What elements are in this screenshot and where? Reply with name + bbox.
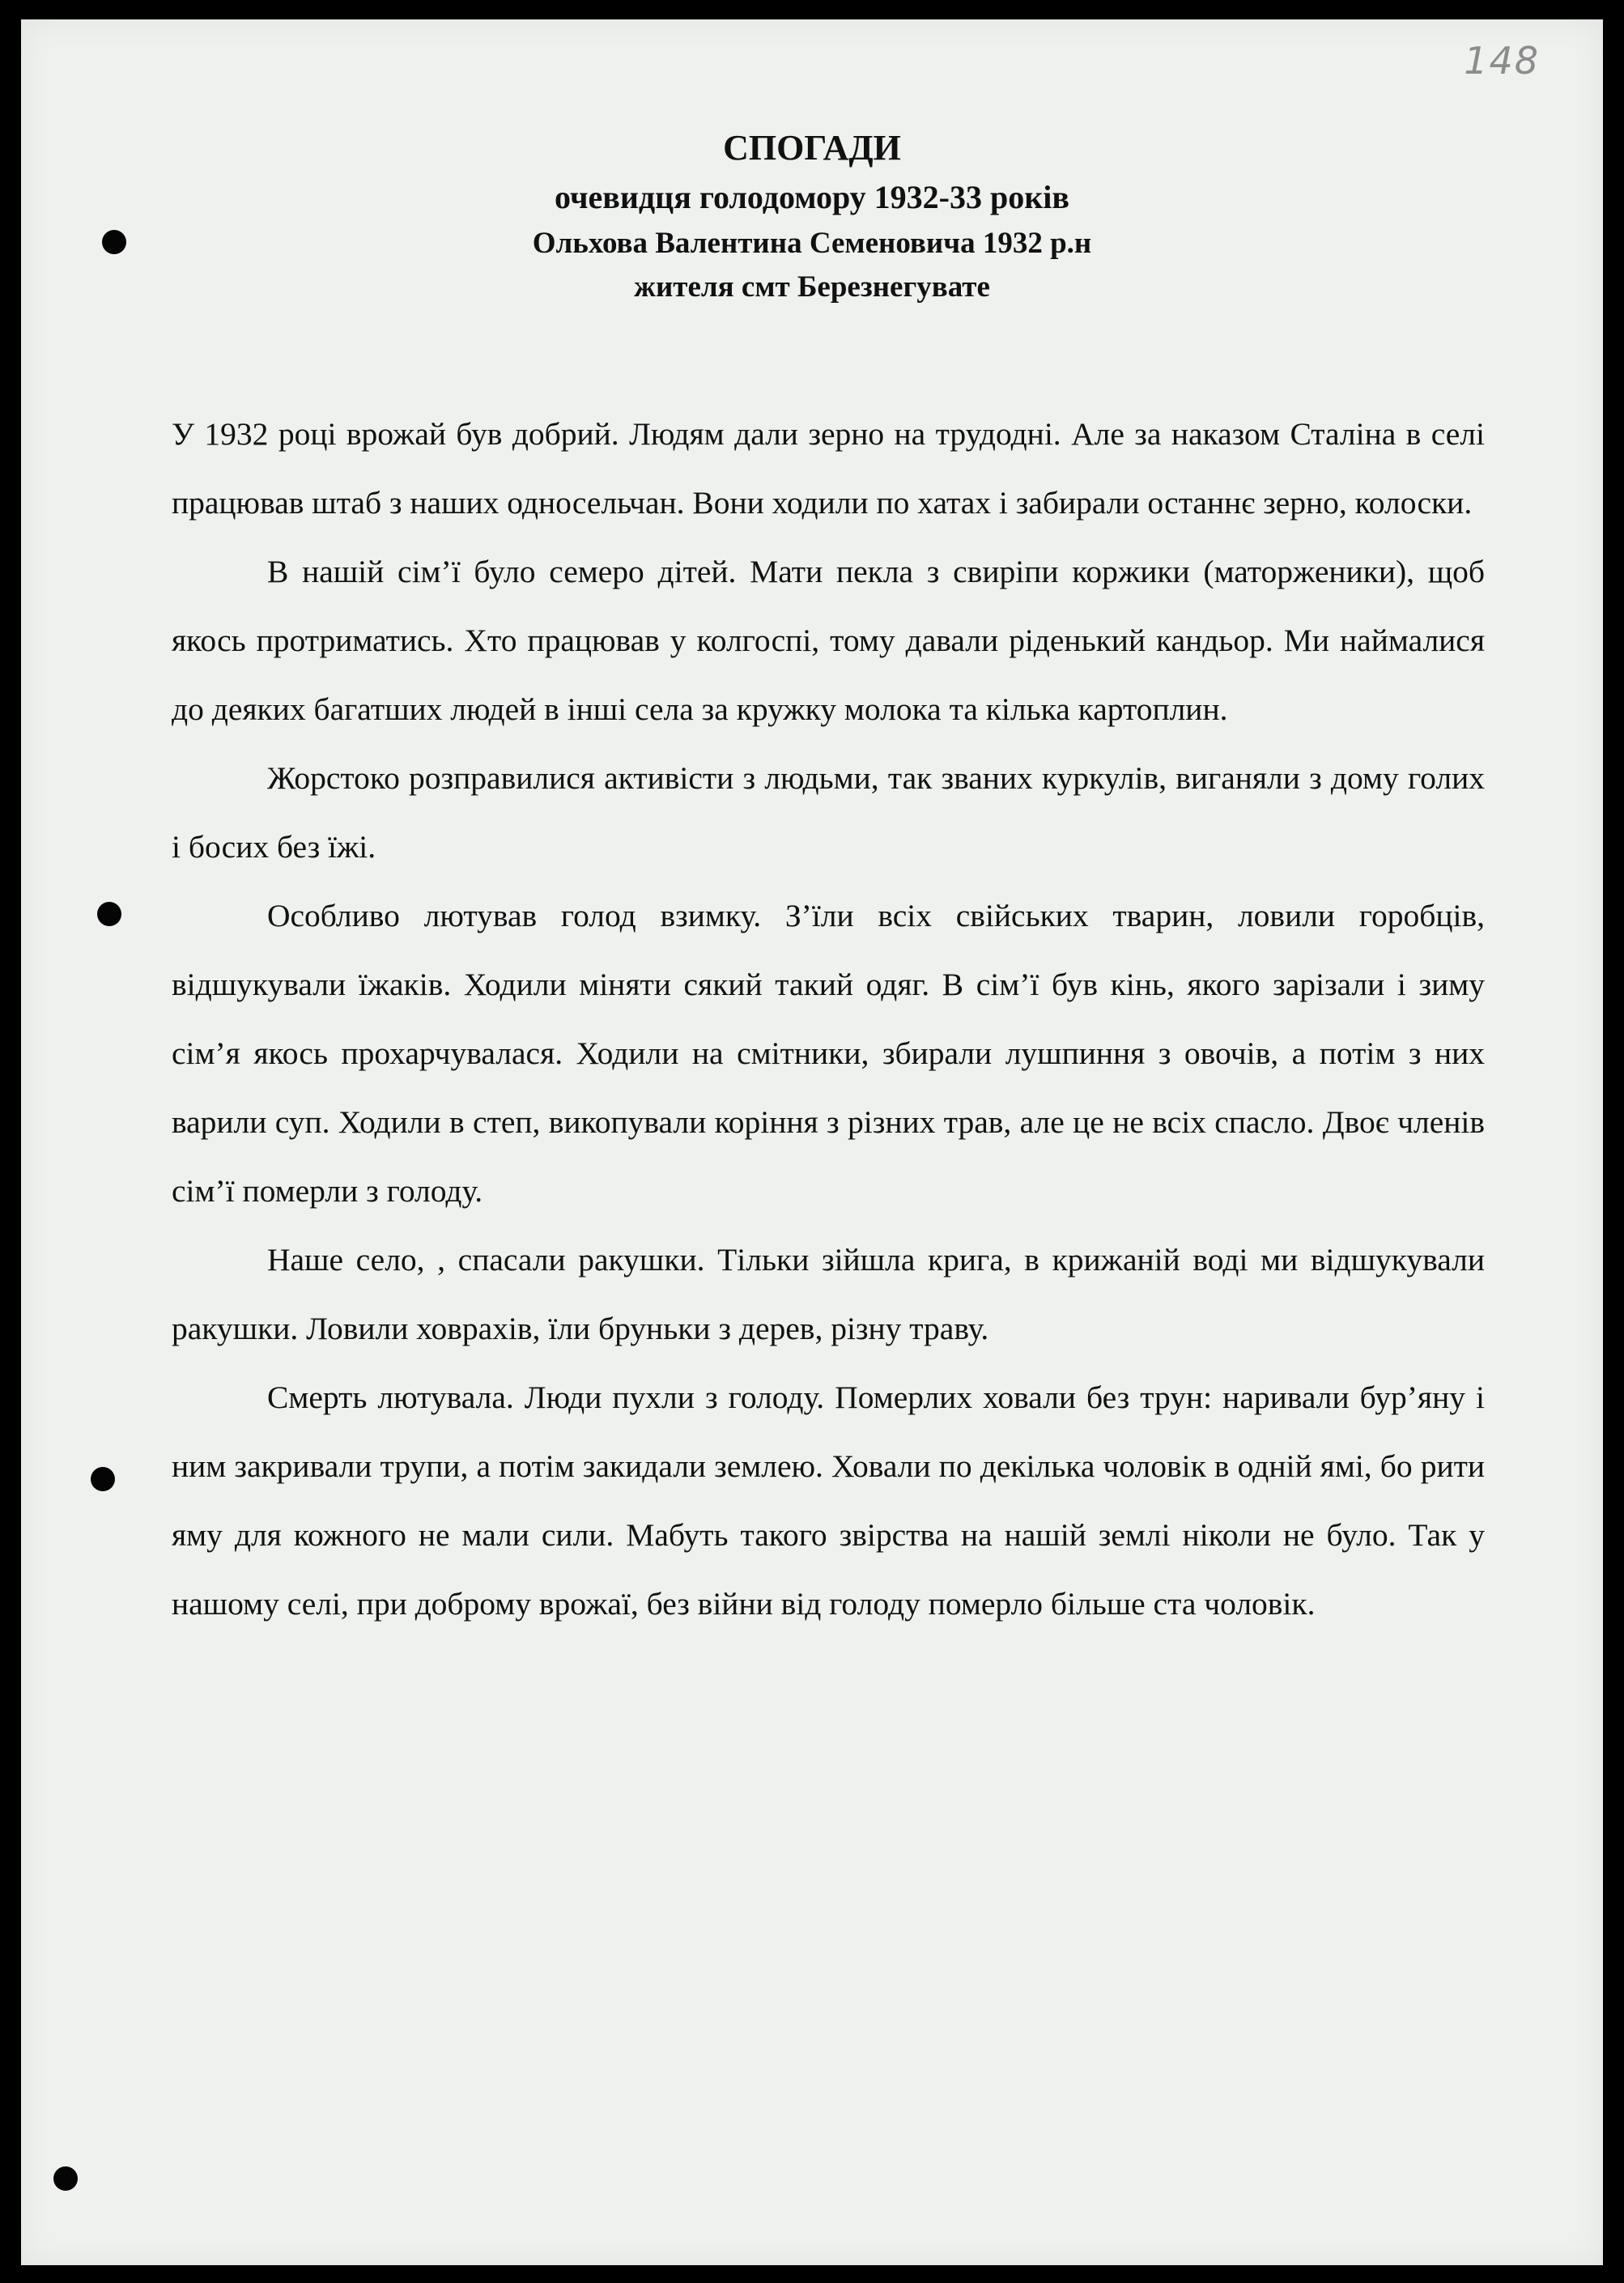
paragraph: В нашій сім’ї було семеро дітей. Мати пекла з свиріпи коржики (маторженики), щоб якось протриматись. Хто працював у колгоспі, тому давали ріденький кандьор. Ми наймалися до деяких багатших людей в інші села за кружку молока та кілька картоплин. [172,554,1485,727]
paragraph: Особливо лютував голод взимку. З’їли всіх свійських тварин, ловили горобців, відшукували їжаків. Ходили міняти сякий такий одяг. В сім’ї був кінь, якого зарізали і зиму сім’я якось прохарчувалася. Ходили на смітники, збирали лушпиння з овочів, а потім з них варили суп. Ходили в степ, викопували коріння з різних трав, але це не всіх спасло. Двоє членів сім’ї померли з голоду. [172,898,1485,1209]
document-subtitle: очевидця голодомору 1932-33 років [554,179,1069,215]
document-body [172,400,1485,1639]
paper-sheet [21,19,1603,2265]
page-number: 148 [1464,39,1540,83]
document-header [21,123,1603,309]
paragraph: Наше село, , спасали ракушки. Тільки зійшла крига, в крижаній воді ми відшукували ракушки. Ловили ховрахів, їли бруньки з дерев, різну траву. [172,1242,1485,1346]
paragraph: Смерть лютувала. Люди пухли з голоду. Померлих ховали без трун: наривали бур’яну і ним закривали трупи, а потім закидали землею. Ховали по декілька чоловік в одній ямі, бо рити яму для кожного не мали сили. Мабуть такого звірства на нашій землі ніколи не було. Так у нашому селі, при доброму врожаї, без війни від голоду померло більше ста чоловік. [172,1380,1485,1622]
punch-hole-3 [91,1467,115,1491]
resident-line: жителя смт Березнегувате [634,270,990,304]
punch-hole-2 [97,902,121,926]
paragraph: У 1932 році врожай був добрий. Людям дали зерно на трудодні. Але за наказом Сталіна в селі працював штаб з наших односельчан. Вони ходили по хатах і забирали останнє зерно, колоски. [172,416,1485,521]
punch-hole-4 [53,2166,78,2191]
document-title: СПОГАДИ [723,128,901,168]
paragraph: Жорстоко розправилися активісти з людьми, так званих куркулів, виганяли з дому голих і босих без їжі. [172,760,1485,865]
author-line: Ольхова Валентина Семеновича 1932 р.н [532,227,1092,260]
